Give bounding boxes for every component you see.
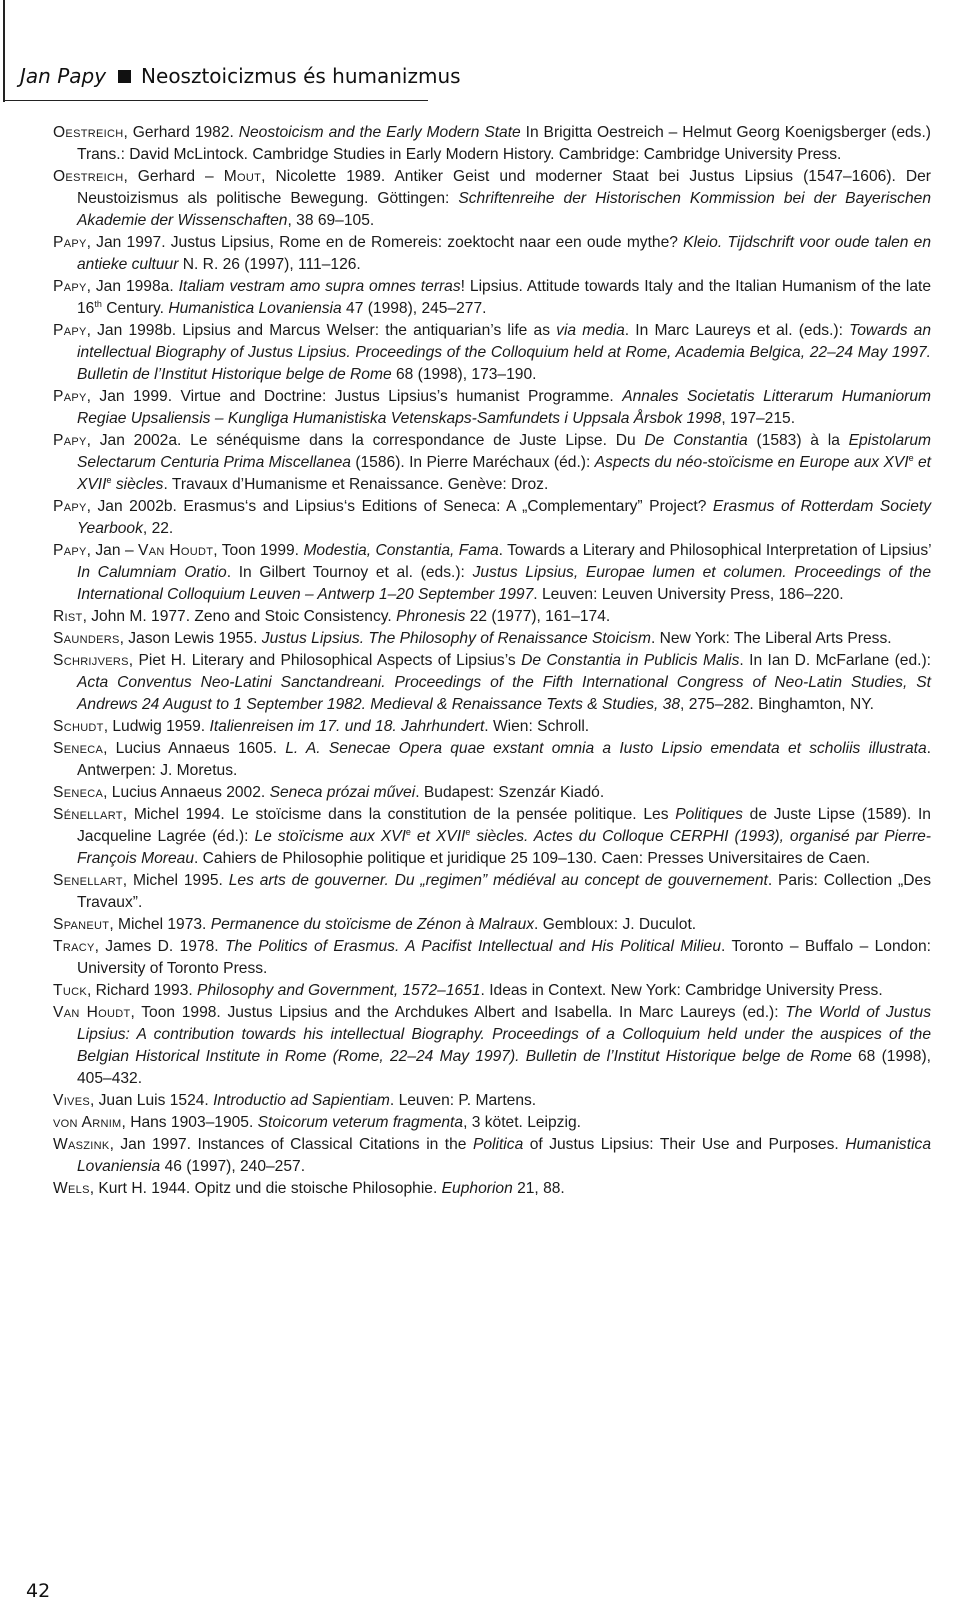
running-header [20, 64, 461, 88]
bibliography-entry [53, 606, 931, 628]
entry-text: . Ideas in Context. New York: Cambridge University Press. [480, 982, 883, 999]
bibliography-entry [53, 122, 931, 166]
entry-author: Papy [53, 498, 87, 515]
entry-title-italic: Humanistica Lovaniensia [168, 300, 342, 317]
entry-title-italic: Politica [472, 1136, 524, 1153]
bibliography-entry [53, 1002, 931, 1090]
bibliography-entry [53, 980, 931, 1002]
black-square-icon [118, 70, 131, 83]
entry-title-italic: Kleio. Tijdschrift voor oude talen en antieke cultuur [77, 234, 931, 273]
bibliography-entry [53, 1090, 931, 1112]
entry-author: Mout [223, 168, 262, 185]
entry-author: Seneca [53, 784, 104, 801]
entry-author: Saunders [53, 630, 120, 647]
entry-text: 68 (1998), 173–190. [391, 366, 537, 383]
entry-text: , Michel 1994. Le stoïcisme dans la constitution de la pensée politique. Les [122, 806, 676, 823]
entry-text: . New York: The Liberal Arts Press. [650, 630, 892, 647]
bibliography-entry [53, 1112, 931, 1134]
entry-title-italic: Schriftenreihe der Historischen Kommission bei der Bayerischen Akademie der Wissenschaften [77, 190, 931, 229]
entry-title-italic: De Constantia [644, 432, 748, 449]
page-number: 42 [26, 1580, 51, 1602]
bibliography-entry [53, 232, 931, 276]
entry-text: , Piet H. Literary and Philosophical Aspects of Lipsius’s [128, 652, 522, 669]
entry-text: , John M. 1977. Zeno and Stoic Consistency. [82, 608, 397, 625]
entry-text: 22 (1977), 161–174. [465, 608, 611, 625]
entry-title-italic: L. A. Senecae Opera quae exstant omnia a Iusto Lipsio emendata et scholiis illustrata [285, 740, 927, 757]
entry-text: In Brigitta Oestreich – Helmut Georg Koenigsberger (eds.) Trans.: David McLintock. Cambridge Studies in Early Modern History. Cambridge: Cambridge University Press. [77, 124, 931, 163]
entry-title-italic: Towards an intellectual Biography of Justus Lipsius. Proceedings of the Colloquium held at Rome, Academia Belgica, 22–24 May 1997. Bulletin de l’Institut Historique belge de Rome [77, 322, 932, 383]
header-author: Jan Papy [20, 64, 107, 88]
entry-author: Spaneut [53, 916, 110, 933]
bibliography-entry [53, 540, 931, 606]
entry-author: Sénellart [53, 806, 123, 823]
entry-text: . Cahiers de Philosophie politique et juridique 25 109–130. Caen: Presses Universitaires de Caen. [194, 850, 871, 867]
bibliography-entry [53, 628, 931, 650]
entry-title-italic: Italienreisen im 17. und 18. Jahrhundert [209, 718, 485, 735]
entry-text: , James D. 1978. [94, 938, 226, 955]
entry-author: Vives [53, 1092, 90, 1109]
entry-title-italic: Le stoïcisme aux XVI [254, 828, 406, 845]
entry-text: . Leuven: P. Martens. [389, 1092, 537, 1109]
entry-author: Waszink [53, 1136, 110, 1153]
entry-text: , 197–215. [721, 410, 796, 427]
entry-author: Papy [53, 322, 87, 339]
entry-title-italic: siècles [111, 476, 164, 493]
entry-author: Van Houdt [53, 1004, 131, 1021]
entry-text: , Jan 1997. Instances of Classical Citations in the [109, 1136, 473, 1153]
entry-title-italic: Erasmus of Rotterdam Society Yearbook [77, 498, 932, 537]
entry-title-italic: The Politics of Erasmus. A Pacifist Intellectual and His Political Milieu [225, 938, 722, 955]
bibliography-entry [53, 716, 931, 738]
entry-text: , 3 kötet. Leipzig. [463, 1114, 581, 1131]
entry-text: (1586). In Pierre Maréchaux (éd.): [350, 454, 595, 471]
entry-text: , Gerhard – [123, 168, 224, 185]
entry-text: , Michel 1973. [109, 916, 211, 933]
entry-title-italic: et XVII [77, 454, 931, 493]
bibliography-entry [53, 320, 931, 386]
entry-text: , Jan 1999. Virtue and Doctrine: Justus Lipsius’s humanist Programme. [86, 388, 623, 405]
bibliography-list [53, 122, 931, 1200]
entry-title-italic: Annales Societatis Litterarum Humaniorum Regiae Upsaliensis – Kungliga Humanistiska Vetenskaps-Samfundets i Uppsala Årsbok 1998 [77, 388, 931, 427]
page-corner-mark [3, 0, 5, 102]
entry-text: . Towards a Literary and Philosophical Interpretation of Lipsius’ [498, 542, 932, 559]
entry-text: , Kurt H. 1944. Opitz und die stoische Philosophie. [89, 1180, 442, 1197]
bibliography-entry [53, 1178, 931, 1200]
entry-author: Senellart [53, 872, 123, 889]
entry-text: , 275–282. Binghamton, NY. [680, 696, 874, 713]
entry-text: (1583) à la [747, 432, 849, 449]
entry-title-italic: Justus Lipsius, Europae lumen et columen. Proceedings of the International Colloquium Leuven – Antwerp 1–20 September 1997 [77, 564, 931, 603]
entry-title-italic: Permanence du stoïcisme de Zénon à Malraux [210, 916, 535, 933]
entry-text: de Juste Lipse (1589). In Jacqueline Lagrée (éd.): [77, 806, 931, 845]
bibliography-entry [53, 386, 931, 430]
header-rule [3, 100, 428, 101]
entry-text: , Nicolette 1989. Antiker Geist und moderner Staat bei Justus Lipsius (1547–1606). Der Neustoizismus als politische Bewegung. Göttingen: [77, 168, 931, 207]
entry-author: Schrijvers [53, 652, 129, 669]
entry-author: von Arnim [53, 1114, 122, 1131]
entry-title-italic: Epistolarum Selectarum Centuria Prima Miscellanea [77, 432, 931, 471]
entry-author: Van Houdt [138, 542, 214, 559]
bibliography-entry [53, 496, 931, 540]
entry-title-italic: Aspects du néo-stoïcisme en Europe aux XVI [594, 454, 909, 471]
entry-text: , Jan 1998b. Lipsius and Marcus Welser: the antiquarian’s life as [86, 322, 557, 339]
entry-author: Tracy [53, 938, 95, 955]
entry-title-italic: Introductio ad Sapientiam [213, 1092, 390, 1109]
entry-text: Century. [101, 300, 169, 317]
entry-text: 47 (1998), 245–277. [341, 300, 487, 317]
entry-text: . Travaux d’Humanisme et Renaissance. Genève: Droz. [163, 476, 549, 493]
entry-author: Papy [53, 388, 87, 405]
entry-text: . Budapest: Szenzár Kiadó. [415, 784, 605, 801]
entry-title-italic: Philosophy and Government, 1572–1651 [197, 982, 481, 999]
entry-title-italic: Modestia, Constantia, Fama [303, 542, 499, 559]
entry-author: Schudt [53, 718, 104, 735]
entry-text: 21, 88. [512, 1180, 565, 1197]
entry-title-italic: Humanistica Lovaniensia [77, 1136, 931, 1175]
entry-title-italic: Phronesis [396, 608, 466, 625]
bibliography-entry [53, 738, 931, 782]
entry-text: , Richard 1993. [86, 982, 198, 999]
entry-text: , Lucius Annaeus 2002. [103, 784, 270, 801]
entry-title-italic: Stoicorum veterum fragmenta [257, 1114, 464, 1131]
entry-author: Papy [53, 278, 87, 295]
entry-text: , Jan 2002b. Erasmus‘s and Lipsius‘s Editions of Seneca: A „Complementary” Project? [86, 498, 713, 515]
bibliography-entry [53, 914, 931, 936]
bibliography-entry [53, 430, 931, 496]
entry-title-italic: In Calumniam Oratio [77, 564, 227, 581]
entry-text: 68 (1998), 405–432. [77, 1048, 931, 1087]
entry-text: , Jan – [86, 542, 139, 559]
entry-text: . In Marc Laureys et al. (eds.): [624, 322, 850, 339]
entry-text: , Jan 1998a. [86, 278, 179, 295]
entry-text: of Justus Lipsius: Their Use and Purposes. [523, 1136, 846, 1153]
entry-text: . Wien: Schroll. [484, 718, 590, 735]
entry-text: . In Ian D. McFarlane (ed.): [739, 652, 932, 669]
header-title: Neosztoicizmus és humanizmus [141, 64, 461, 88]
entry-author: Oestreich [53, 168, 124, 185]
entry-text: , Lucius Annaeus 1605. [103, 740, 286, 757]
entry-author: Seneca [53, 740, 104, 757]
entry-title-italic: et XVII [410, 828, 466, 845]
entry-title-italic: The World of Justus Lipsius: A contribution towards his intellectual Biography. Proceedings of a Colloquium held under the auspices of the Belgian Historical Institute in Rome (Rome, 22–24 May 1997). Bulletin de l’Institut Historique belge de Rome [77, 1004, 931, 1065]
bibliography-entry [53, 166, 931, 232]
entry-text: . Leuven: Leuven University Press, 186–220. [533, 586, 844, 603]
entry-title-italic: Acta Conventus Neo-Latini Sanctandreani. Proceedings of the Fifth International Congress of Neo-Latin Studies, St Andrews 24 August to 1 September 1982. Medieval & Renaissance Texts & Studies, 38 [77, 674, 931, 713]
entry-title-italic: Justus Lipsius. The Philosophy of Renaissance Stoicism [261, 630, 651, 647]
bibliography-entry [53, 650, 931, 716]
bibliography-entry [53, 782, 931, 804]
entry-text: , Jason Lewis 1955. [119, 630, 262, 647]
entry-text: . Toronto – Buffalo – London: University of Toronto Press. [77, 938, 931, 977]
entry-text: , Gerhard 1982. [123, 124, 239, 141]
entry-title-italic: Euphorion [441, 1180, 513, 1197]
bibliography-entry [53, 276, 931, 320]
superscript: e [106, 475, 112, 485]
superscript: e [465, 827, 471, 837]
entry-author: Papy [53, 234, 87, 251]
entry-text: , Jan 2002a. Le sénéquisme dans la correspondance de Juste Lipse. Du [86, 432, 645, 449]
entry-text: , Toon 1998. Justus Lipsius and the Archdukes Albert and Isabella. In Marc Laureys (ed.): [130, 1004, 786, 1021]
entry-text: N. R. 26 (1997), 111–126. [178, 256, 361, 273]
bibliography-entry [53, 1134, 931, 1178]
entry-title-italic: De Constantia in Publicis Malis [521, 652, 740, 669]
entry-title-italic: Neostoicism and the Early Modern State [238, 124, 521, 141]
entry-title-italic: via media [556, 322, 625, 339]
entry-text: . Gembloux: J. Duculot. [534, 916, 697, 933]
entry-author: Wels [53, 1180, 90, 1197]
entry-author: Papy [53, 542, 87, 559]
entry-text: , Michel 1995. [122, 872, 229, 889]
entry-author: Oestreich [53, 124, 124, 141]
entry-text: 46 (1997), 240–257. [160, 1158, 306, 1175]
bibliography-entry [53, 804, 931, 870]
entry-text: , Ludwig 1959. [103, 718, 210, 735]
entry-author: Papy [53, 432, 87, 449]
entry-title-italic: Seneca prózai művei [269, 784, 416, 801]
entry-title-italic: Italiam vestram amo supra omnes terras [178, 278, 461, 295]
entry-text: ! Lipsius. Attitude towards Italy and the Italian Humanism of the late 16 [77, 278, 931, 317]
entry-text: , Hans 1903–1905. [121, 1114, 258, 1131]
entry-title-italic: siècles. Actes du Colloque CERPHI (1993), organisé par Pierre-François Moreau [77, 828, 932, 867]
entry-author: Tuck [53, 982, 87, 999]
superscript: e [405, 827, 411, 837]
entry-text: , 22. [142, 520, 174, 537]
entry-text: , 38 69–105. [287, 212, 375, 229]
bibliography-entry [53, 870, 931, 914]
bibliography-entry [53, 936, 931, 980]
entry-text: . Paris: Collection „Des Travaux”. [77, 872, 931, 911]
entry-title-italic: Politiques [675, 806, 743, 823]
superscript: e [908, 453, 914, 463]
superscript: th [94, 299, 102, 309]
entry-text: . Antwerpen: J. Moretus. [77, 740, 931, 779]
entry-title-italic: Les arts de gouverner. Du „regimen” médiéval au concept de gouvernement [228, 872, 768, 889]
entry-text: , Toon 1999. [213, 542, 304, 559]
entry-text: , Juan Luis 1524. [89, 1092, 214, 1109]
entry-author: Rist [53, 608, 83, 625]
entry-text: , Jan 1997. Justus Lipsius, Rome en de Romereis: zoektocht naar een oude mythe? [86, 234, 684, 251]
entry-text: . In Gilbert Tournoy et al. (eds.): [226, 564, 473, 581]
